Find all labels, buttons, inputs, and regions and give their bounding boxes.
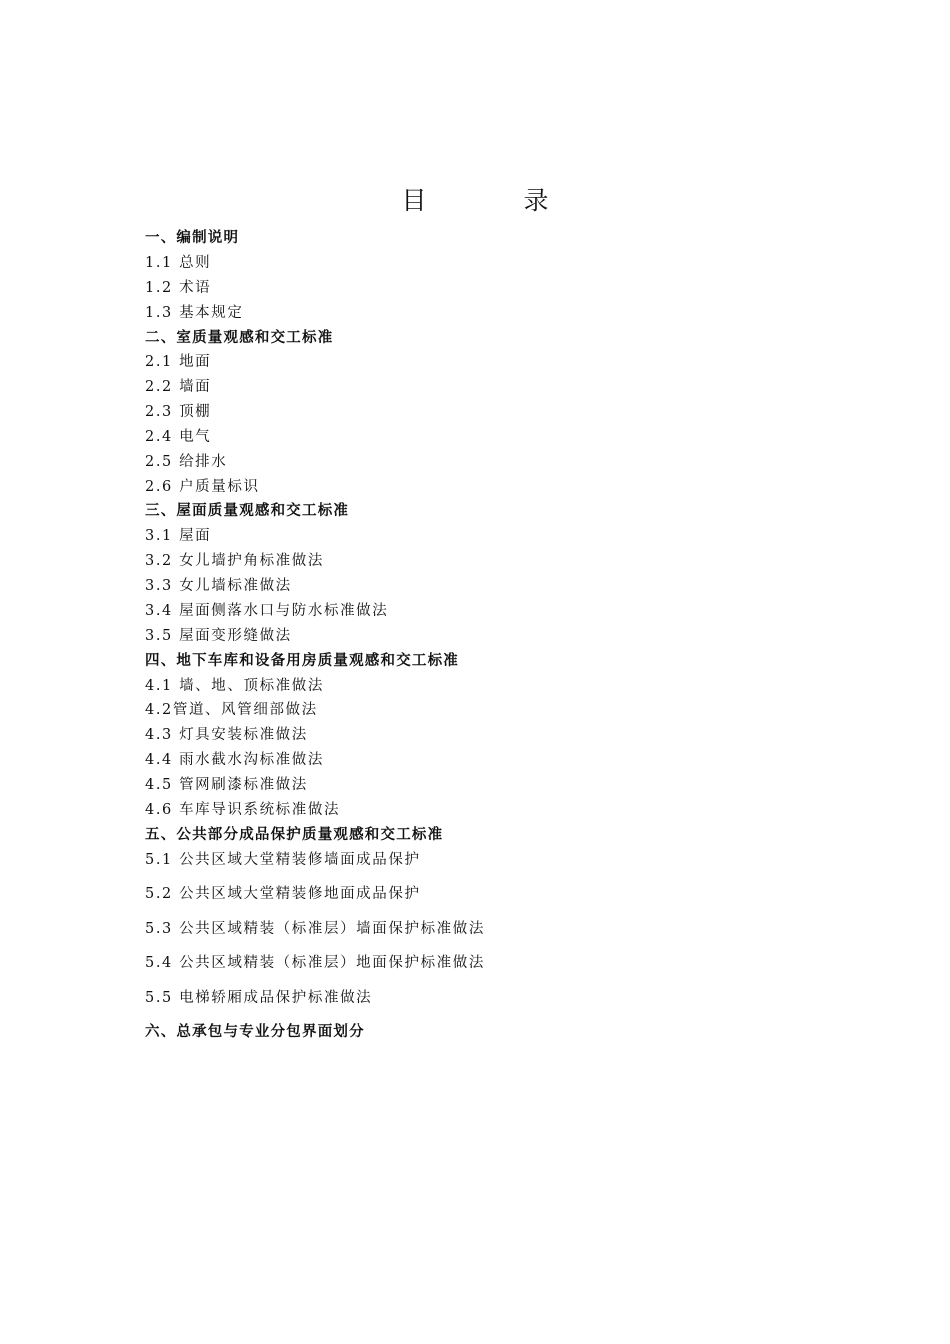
toc-heading: 五、公共部分成品保护质量观感和交工标准 [145,827,444,843]
toc-entry: 2.2 墙面 [145,379,212,395]
toc-entry: 4.2管道、风管细部做法 [145,702,318,718]
toc-heading: 六、总承包与专业分包界面划分 [145,1024,365,1040]
toc-entry: 5.5 电梯轿厢成品保护标准做法 [145,990,373,1006]
toc-entry: 1.2 术语 [145,280,212,296]
toc-entry: 5.4 公共区域精装（标准层）地面保护标准做法 [145,955,485,971]
toc-entry: 5.2 公共区域大堂精装修地面成品保护 [145,886,421,902]
toc-entry: 2.1 地面 [145,354,212,370]
toc-entry: 3.3 女儿墙标准做法 [145,578,292,594]
toc-entry: 4.5 管网刷漆标准做法 [145,777,308,793]
toc-entry: 5.1 公共区域大堂精装修墙面成品保护 [145,852,421,868]
toc-entry: 1.3 基本规定 [145,305,244,321]
toc-entry: 3.4 屋面侧落水口与防水标准做法 [145,603,389,619]
toc-entry: 4.6 车库导识系统标准做法 [145,802,341,818]
toc-heading: 一、编制说明 [145,230,240,246]
toc-entry: 3.2 女儿墙护角标准做法 [145,553,324,569]
toc-entry: 2.4 电气 [145,429,212,445]
toc-entry: 1.1 总则 [145,255,212,271]
toc-title: 目 录 [401,186,585,215]
toc-entry: 2.5 给排水 [145,454,228,470]
toc-entry: 5.3 公共区域精装（标准层）墙面保护标准做法 [145,921,485,937]
toc-entry: 3.1 屋面 [145,528,212,544]
toc-entry: 4.3 灯具安装标准做法 [145,727,308,743]
toc-heading: 三、屋面质量观感和交工标准 [145,503,350,519]
toc-heading: 四、地下车库和设备用房质量观感和交工标准 [145,653,459,669]
toc-heading: 二、室质量观感和交工标准 [145,330,334,346]
toc-entry: 2.3 顶棚 [145,404,212,420]
toc-entry: 3.5 屋面变形缝做法 [145,628,292,644]
toc-entry: 4.1 墙、地、顶标准做法 [145,678,324,694]
toc-entry: 4.4 雨水截水沟标准做法 [145,752,324,768]
toc-entry: 2.6 户质量标识 [145,479,260,495]
